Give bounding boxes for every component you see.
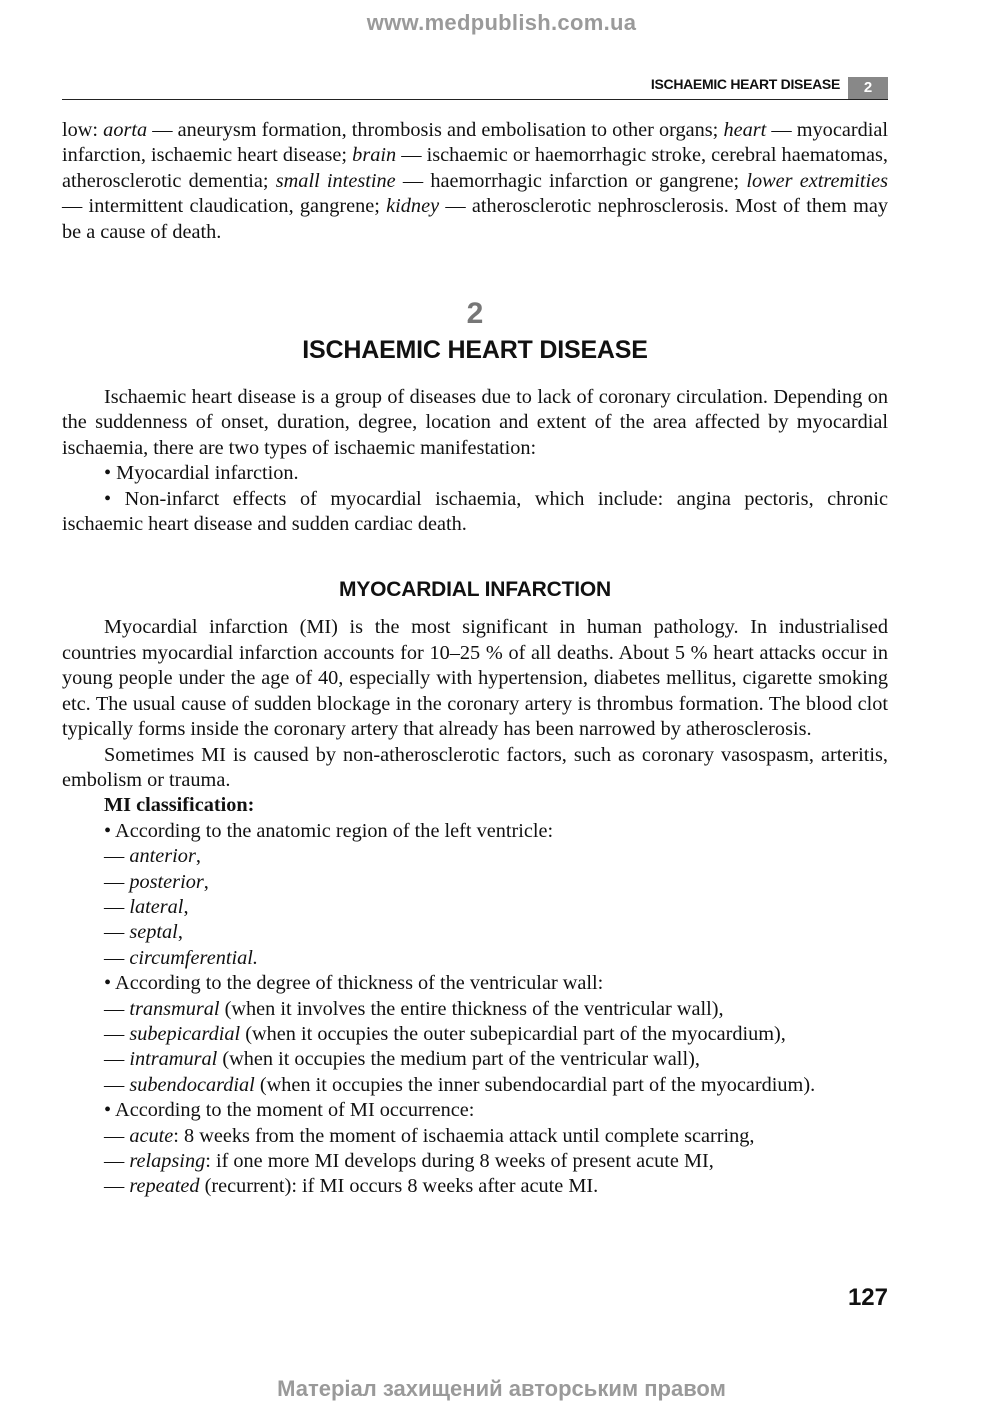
classification-item [62,1073,888,1098]
intro-text: — ischaemic or haemorrhagic stroke, cerebral haematomas, atherosclerotic dementia; [62,144,888,192]
item-term: subepicardial [129,1022,241,1045]
intro-term: aorta [103,119,148,141]
dash: — [104,921,130,944]
classification-item [62,946,888,971]
watermark-top: www.medpublish.com.ua [366,10,637,35]
item-term: subendocardial [129,1073,255,1096]
classification-item [62,870,888,895]
intro-term: kidney [386,195,440,218]
running-head-title: ISCHAEMIC HEART DISEASE [650,76,840,92]
chapter-badge: 2 [848,77,888,99]
item-rest: , [183,895,189,918]
dash: — [104,946,130,969]
classification-item [62,1124,888,1149]
dash: — [104,845,130,868]
item-rest: , [177,921,183,944]
intro-term: brain [352,144,397,167]
item-term: circumferential. [129,946,258,969]
classification-bullet: • According to the anatomic region of the left ventricle: [104,819,554,842]
intro-term: heart [723,119,767,141]
watermark-bottom: Матеріал захищений авторським правом [277,1376,726,1401]
item-term: lateral [129,895,184,918]
item-term: repeated [129,1175,200,1198]
classification-item [62,1022,888,1047]
item-term: relapsing [129,1150,206,1172]
dash: — [104,1175,130,1198]
item-rest: , [203,870,209,893]
chapter-title: ISCHAEMIC HEART DISEASE [302,336,648,365]
classification-item [62,895,888,920]
classification-item [62,844,888,869]
classification-item [62,920,888,945]
item-term: septal [129,921,178,944]
item-rest: (when it involves the entire thickness of the ventricular wall), [219,997,724,1020]
dash: — [104,997,130,1020]
dash: — [104,1150,130,1172]
classification-label: MI classification: [104,794,255,817]
intro-paragraph [62,118,888,245]
intro-text: — aneurysm formation, thrombosis and embolisation to other organs; [147,119,724,141]
item-rest: : 8 weeks from the moment of ischaemia attack until complete scarring, [173,1124,755,1147]
page-content [62,118,888,1200]
item-term: posterior [129,870,204,893]
classification-item [62,997,888,1022]
intro-text: — haemorrhagic infarction or gangrene; [395,169,747,192]
intro-text: — atherosclerotic nephrosclerosis. Most of them may be a cause of death. [62,195,888,243]
classification-bullet: • According to the degree of thickness of the ventricular wall: [104,972,604,995]
chapter-number: 2 [466,297,484,331]
intro-text: — intermittent claudication, gangrene; [62,195,387,218]
item-term: transmural [129,997,220,1020]
classification-item [62,1047,888,1072]
dash: — [104,870,130,893]
item-rest: (when it occupies the medium part of the ventricular wall), [217,1048,700,1071]
mi-paragraph: Myocardial infarction (MI) is the most significant in human pathology. In industrialised countries myocardial infarction accounts for 10–25 % of all deaths. About 5 % heart attacks occur in young people under the age of 40, especially with hypertension, diabetes mellitus, cigarette smoking etc. The usual cause of sudden blockage in the coronary artery is thrombus formation. The blood clot typically forms inside the coronary artery that already has been narrowed by atherosclerosis. [62,616,888,741]
dash: — [104,1022,130,1045]
classification-bullet: • According to the moment of MI occurrence: [104,1099,475,1122]
intro-term: small intestine [275,169,396,192]
classification-item [62,1174,888,1199]
dash: — [104,1048,130,1071]
ihd-paragraph: Ischaemic heart disease is a group of diseases due to lack of coronary circulation. Depending on the suddenness of onset, duration, degree, location and extent of the area affected by myocardial ischaemia, there are two types of ischaemic manifestation: [62,386,888,459]
mi-paragraph: Sometimes MI is caused by non-atherosclerotic factors, such as coronary vasospasm, arteritis, embolism or trauma. [62,743,888,791]
item-rest: (when it occupies the inner subendocardial part of the myocardium). [254,1073,816,1096]
item-rest: (recurrent): if MI occurs 8 weeks after acute MI. [199,1175,599,1198]
running-head [62,73,888,100]
intro-text: low: [62,119,104,141]
ihd-bullet: • Non-infarct effects of myocardial ischaemia, which include: angina pectoris, chronic ischaemic heart disease and sudden cardiac death. [62,487,888,536]
intro-text: — myocardial infarction, ischaemic heart disease; [62,119,888,167]
item-term: anterior [129,845,196,868]
section-title: MYOCARDIAL INFARCTION [339,578,611,602]
item-rest: (when it occupies the outer subepicardial part of the myocardium), [240,1022,786,1045]
item-rest: , [195,845,201,868]
item-term: acute [129,1124,174,1147]
dash: — [104,1124,130,1147]
item-term: intramural [129,1048,218,1071]
intro-term: lower extremities [746,169,888,192]
ihd-bullet: • Myocardial infarction. [104,462,299,485]
page-number: 127 [847,1284,888,1311]
item-rest: : if one more MI develops during 8 weeks of present acute MI, [205,1150,714,1172]
dash: — [104,1073,130,1096]
dash: — [104,895,130,918]
classification-item [62,1149,888,1174]
